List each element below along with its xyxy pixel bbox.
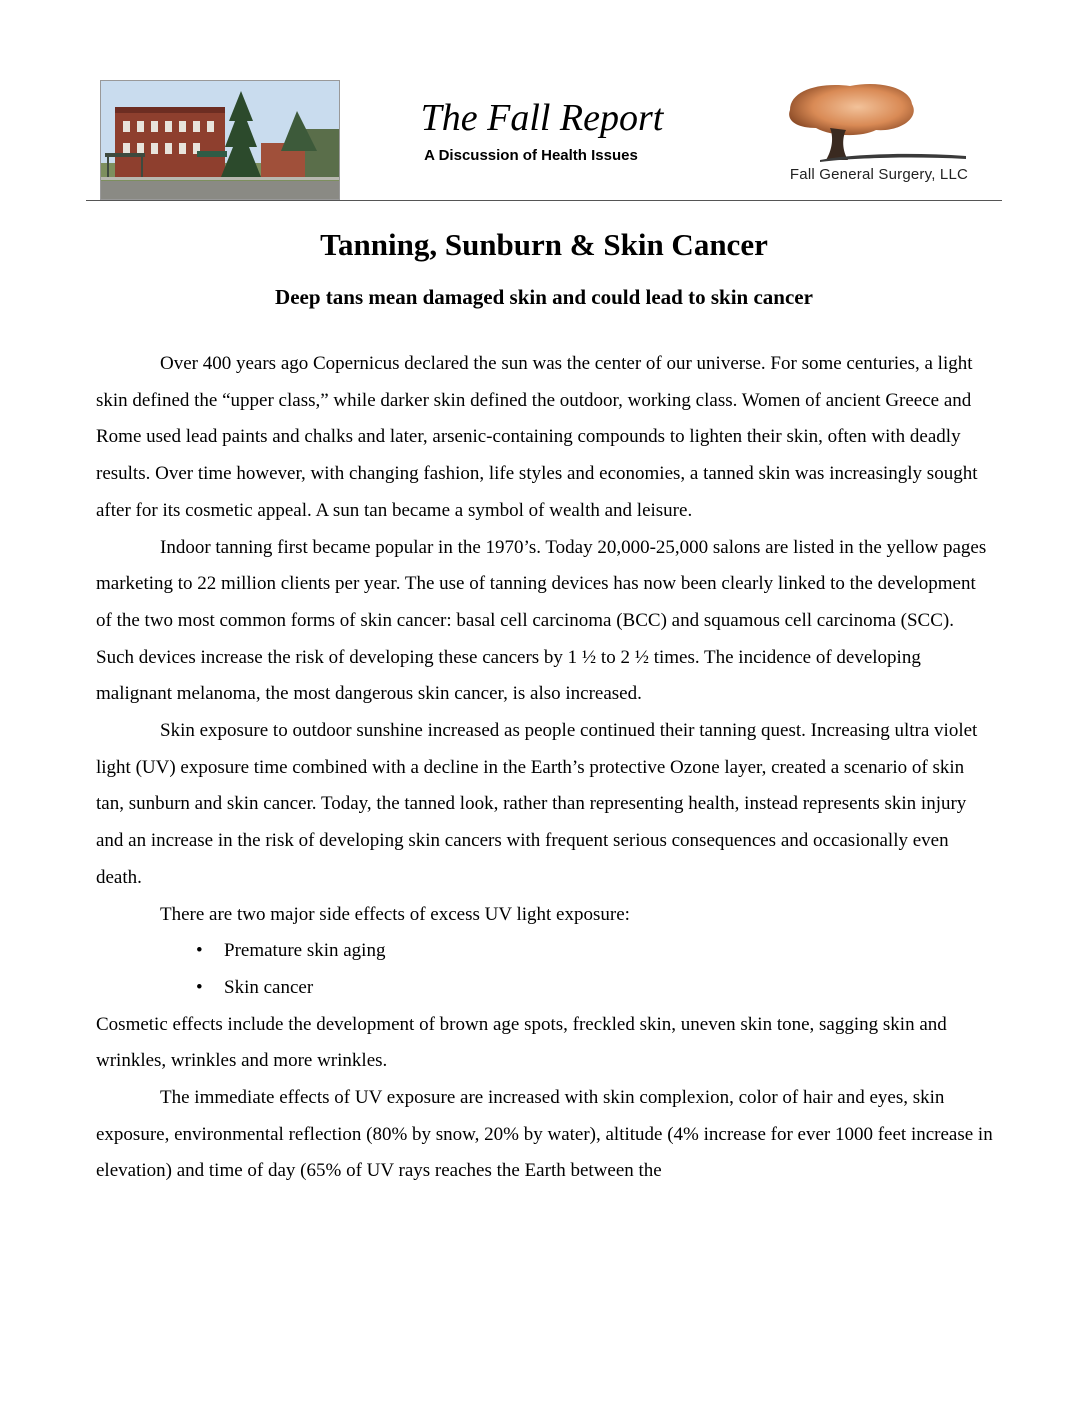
report-subtitle: A Discussion of Health Issues [424, 147, 638, 164]
article-headline: Tanning, Sunburn & Skin Cancer [320, 227, 768, 262]
article-subhead: Deep tans mean damaged skin and could lead to skin cancer [275, 285, 813, 309]
paragraph: There are two major side effects of excess UV light exposure: [160, 903, 630, 925]
paragraph: Skin exposure to outdoor sunshine increased as people continued their tanning quest. Increasing ultra violet light (UV) exposure time combined with a decline in the Earth’s protective Ozone layer, created a scenario of skin tan, sunburn and skin cancer. Today, the tanned look, rather than representing health, instead represents skin injury and an increase in the risk of developing skin cancers with frequent serious consequences and occasionally even death. [96, 720, 978, 888]
header-divider [86, 200, 1002, 201]
side-effects-list [96, 933, 996, 1006]
paragraph: Cosmetic effects include the development of brown age spots, freckled skin, uneven skin tone, sagging skin and wrinkles, wrinkles and more wrinkles. [96, 1013, 947, 1072]
report-title: The Fall Report [420, 97, 664, 139]
paragraph: The immediate effects of UV exposure are increased with skin complexion, color of hair and eyes, skin exposure, environmental reflection (80% by snow, 20% by water), altitude (4% increase for ever 1000 feet increase in elevation) and time of day (65% of UV rays reaches the Earth between the [96, 1087, 993, 1182]
bullet-icon: • [196, 976, 203, 998]
logo-text: Fall General Surgery, LLC [789, 166, 969, 183]
tree-icon [770, 80, 988, 170]
brick-building-photo [101, 81, 339, 199]
building-photo [100, 80, 340, 200]
paragraph: Over 400 years ago Copernicus declared the sun was the center of our universe. For some centuries, a light skin defined the “upper class,” while darker skin defined the outdoor, working class. Women of ancient Greece and Rome used lead paints and chalks and later, arsenic-containing compounds to lighten their skin, often with deadly results. Over time however, with changing fashion, life styles and economies, a tanned skin was increasingly sought after for its cosmetic appeal. A sun tan became a symbol of wealth and leisure. [96, 353, 978, 521]
list-item [96, 970, 996, 1007]
list-item-text: Skin cancer [224, 976, 314, 998]
list-item [96, 933, 996, 970]
paragraph: Indoor tanning first became popular in the 1970’s. Today 20,000-25,000 salons are listed in the yellow pages marketing to 22 million clients per year. The use of tanning devices has now been clearly linked to the development of the two most common forms of skin cancer: basal cell carcinoma (BCC) and squamous cell carcinoma (SCC). Such devices increase the risk of developing these cancers by 1 ½ to 2 ½ times. The incidence of developing malignant melanoma, the most dangerous skin cancer, is also increased. [96, 536, 987, 705]
bullet-icon: • [196, 940, 203, 962]
article-body [96, 346, 996, 1190]
list-item-text: Premature skin aging [224, 940, 386, 962]
